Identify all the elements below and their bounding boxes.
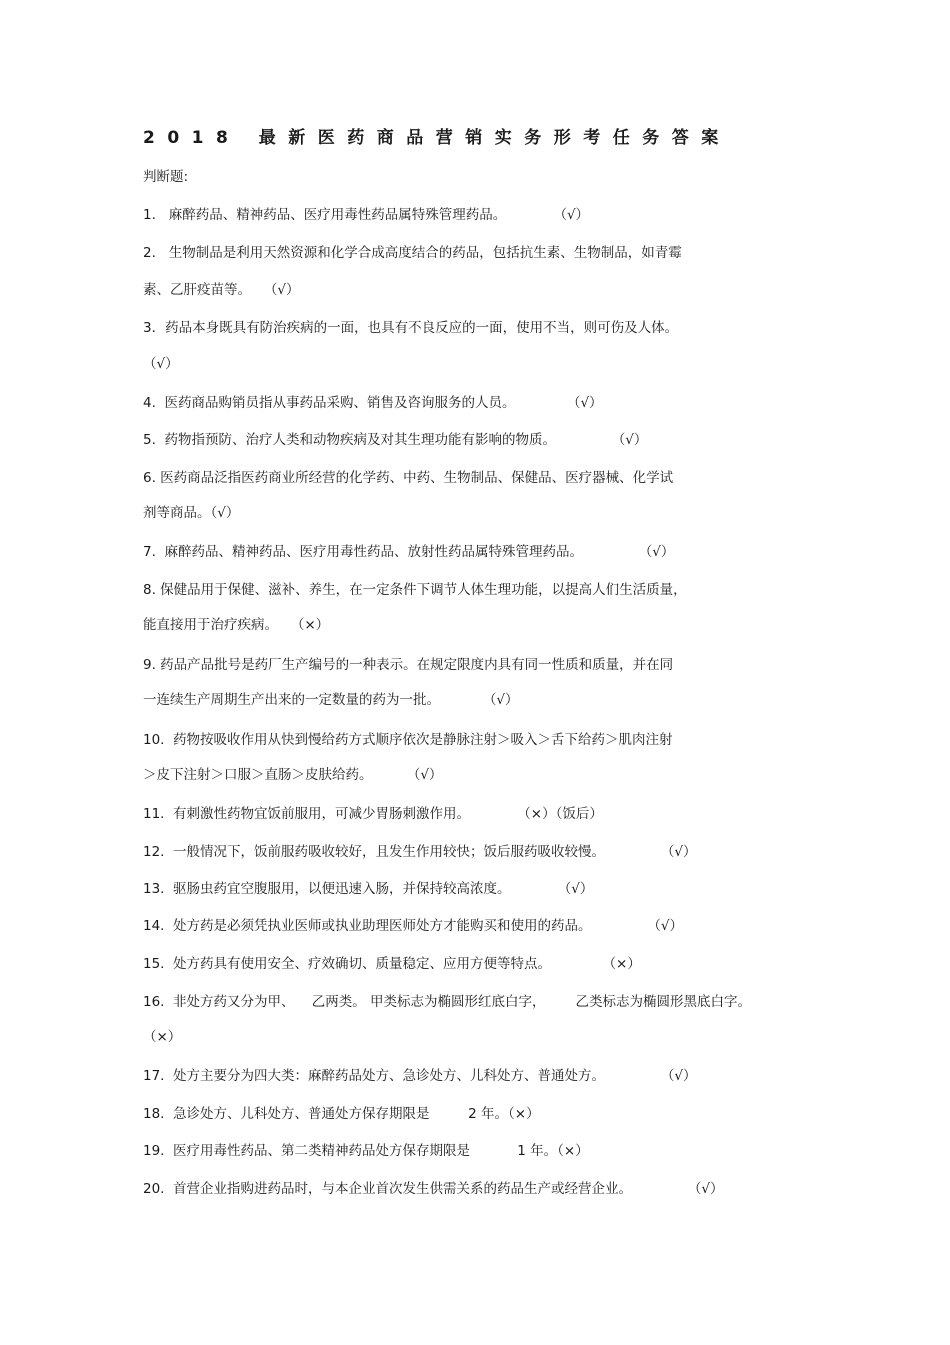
document-title: 2018 最新医药商品营销实务形考任务答案 [143, 128, 731, 148]
line-8: 6. 医药商品泛指医药商业所经营的化学药、中药、生物制品、保健品、医疗器械、化学试 [143, 470, 674, 486]
line-10: 7. 麻醉药品、精神药品、医疗用毒性药品、放射性药品属特殊管理药品。 （√） [143, 544, 675, 560]
line-2: 2. 生物制品是利用天然资源和化学合成高度结合的药品，包括抗生素、生物制品，如青霉 [143, 245, 682, 261]
line-16: ＞皮下注射＞口服＞直肠＞皮肤给药。 （√） [143, 767, 443, 783]
line-18: 12. 一般情况下，饭前服药吸收较好，且发生作用较快；饭后服药吸收较慢。 （√） [143, 844, 697, 860]
line-25: 18. 急诊处方、儿科处方、普通处方保存期限是 2 年。（×） [143, 1106, 540, 1122]
line-19: 13. 驱肠虫药宜空腹服用，以便迅速入肠，并保持较高浓度。 （√） [143, 881, 594, 897]
line-26: 19. 医疗用毒性药品、第二类精神药品处方保存期限是 1 年。（×） [143, 1143, 589, 1159]
line-1: 1. 麻醉药品、精神药品、医疗用毒性药品属特殊管理药品。 （√） [143, 207, 590, 223]
line-17: 11. 有刺激性药物宜饭前服用，可减少胃肠刺激作用。 （×）（饭后） [143, 806, 603, 822]
line-12: 能直接用于治疗疾病。 （×） [143, 617, 330, 633]
line-14: 一连续生产周期生产出来的一定数量的药为一批。 （√） [143, 692, 519, 708]
line-24: 17. 处方主要分为四大类：麻醉药品处方、急诊处方、儿科处方、普通处方。 （√） [143, 1068, 697, 1084]
line-4: 3．药品本身既具有防治疾病的一面，也具有不良反应的一面，使用不当，则可伤及人体。 [143, 320, 679, 336]
line-6: 4. 医药商品购销员指从事药品采购、销售及咨询服务的人员。 （√） [143, 395, 603, 411]
line-13: 9. 药品产品批号是药厂生产编号的一种表示。在规定限度内具有同一性质和质量，并在同 [143, 657, 674, 673]
line-15: 10. 药物按吸收作用从快到慢给药方式顺序依次是静脉注射＞吸入＞舌下给药＞肌肉注射 [143, 732, 673, 748]
line-5: （√） [143, 356, 179, 372]
line-27: 20. 首营企业指购进药品时，与本企业首次发生供需关系的药品生产或经营企业。 （√） [143, 1181, 724, 1197]
line-23: （×） [143, 1029, 182, 1045]
section-label: 判断题: [143, 169, 189, 185]
line-7: 5. 药物指预防、治疗人类和动物疾病及对其生理功能有影响的物质。 （√） [143, 432, 648, 448]
line-22: 16. 非处方药又分为甲、 乙两类。 甲类标志为椭圆形红底白字， 乙类标志为椭圆形黑底白字。 [143, 994, 752, 1010]
line-3: 素、乙肝疫苗等。 （√） [143, 282, 300, 298]
line-11: 8. 保健品用于保健、滋补、养生，在一定条件下调节人体生理功能，以提高人们生活质量， [143, 582, 687, 598]
line-9: 剂等商品。（√） [143, 505, 240, 521]
line-21: 15. 处方药具有使用安全、疗效确切、质量稳定、应用方便等特点。 （×） [143, 956, 641, 972]
line-20: 14. 处方药是必须凭执业医师或执业助理医师处方才能购买和使用的药品。 （√） [143, 918, 683, 934]
